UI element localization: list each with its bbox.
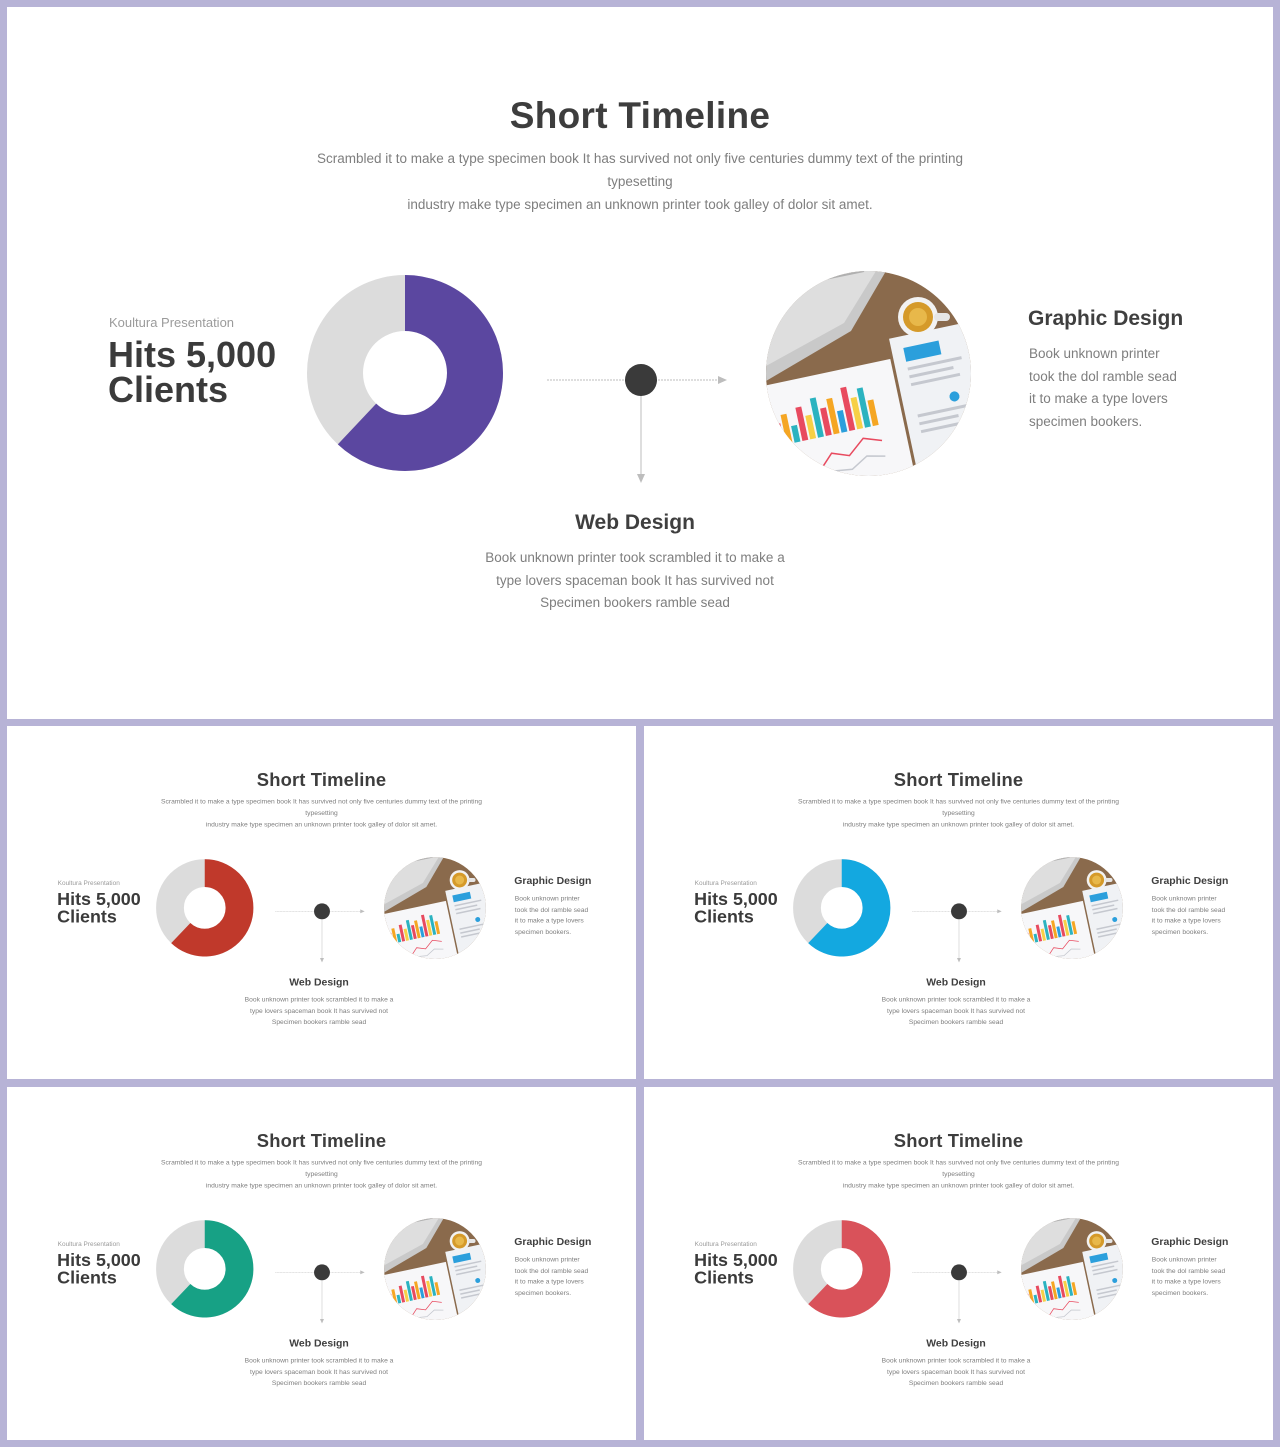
subtitle-line: industry make type specimen an unknown printer took galley of dolor sit amet.	[205, 820, 438, 828]
web-design-title: Web Design	[926, 976, 986, 988]
donut-chart	[307, 275, 503, 471]
slide-content	[7, 1087, 636, 1440]
slide-subtitle	[148, 1157, 496, 1191]
desk-photo-image	[1021, 1218, 1123, 1320]
hits-headline	[694, 1251, 778, 1286]
graphic-design-title: Graphic Design	[514, 1236, 592, 1248]
desk-photo-drawing	[384, 1218, 486, 1320]
donut-chart	[793, 859, 890, 956]
web-design-text: Book unknown printer took scrambled it to make a type lovers spaceman book It has survived not Specimen bookers ramble sead	[244, 1356, 394, 1387]
timeline-connector	[270, 1256, 364, 1326]
slide-teal	[7, 1087, 636, 1440]
web-design-text: Book unknown printer took scrambled it to make a type lovers spaceman book It has survived not Specimen bookers ramble sead	[244, 995, 394, 1026]
arrow-right-icon	[360, 909, 364, 913]
desk-photo-drawing	[1021, 1218, 1123, 1320]
slide-content	[7, 7, 1273, 719]
arrow-down-icon	[320, 958, 324, 962]
desk-photo-image	[384, 857, 486, 959]
arrow-right-icon	[360, 1270, 364, 1274]
hits-line: Clients	[694, 905, 754, 927]
dot-icon	[314, 903, 330, 919]
dot-icon	[314, 1264, 330, 1280]
timeline-connector	[907, 1256, 1001, 1326]
web-design-text: Book unknown printer took scrambled it to make a type lovers spaceman book It has survived not Specimen bookers ramble sead	[881, 995, 1031, 1026]
donut-chart	[793, 1220, 890, 1317]
slide-content	[7, 726, 636, 1079]
web-design-title: Web Design	[289, 976, 349, 988]
slide-content	[644, 726, 1273, 1079]
hits-headline	[57, 890, 141, 925]
desk-photo-image	[384, 1218, 486, 1320]
hits-line: Clients	[108, 369, 229, 410]
hits-headline	[57, 1251, 141, 1286]
desk-photo-drawing	[1021, 857, 1123, 959]
kicker-label: Koultura Presentation	[109, 315, 235, 330]
graphic-design-title: Graphic Design	[514, 875, 592, 887]
dot-icon	[951, 903, 967, 919]
timeline-connector	[537, 347, 727, 487]
subtitle-line: Scrambled it to make a type specimen book It has survived not only five centuries dummy text of the printing typesetting	[798, 797, 1119, 817]
kicker-label: Koultura Presentation	[57, 879, 120, 887]
web-design-text: Book unknown printer took scrambled it to make a type lovers spaceman book It has survived not Specimen bookers ramble sead	[485, 550, 785, 610]
hits-headline	[694, 890, 778, 925]
graphic-design-text: Book unknown printer took the dol ramble sead it to make a type lovers specimen bookers.	[1151, 1255, 1226, 1297]
arrow-right-icon	[997, 1270, 1001, 1274]
subtitle-line: industry make type specimen an unknown printer took galley of dolor sit amet.	[205, 1181, 438, 1189]
graphic-design-title: Graphic Design	[1151, 1236, 1229, 1248]
web-design-title: Web Design	[289, 1337, 349, 1349]
subtitle-line: Scrambled it to make a type specimen book It has survived not only five centuries dummy text of the printing typesetting	[316, 151, 964, 189]
hits-line: Clients	[57, 905, 117, 927]
desk-photo-drawing	[384, 857, 486, 959]
kicker-label: Koultura Presentation	[694, 1240, 757, 1248]
subtitle-line: industry make type specimen an unknown printer took galley of dolor sit amet.	[842, 1181, 1075, 1189]
subtitle-line: Scrambled it to make a type specimen book It has survived not only five centuries dummy text of the printing typesetting	[798, 1158, 1119, 1178]
slide-title: Short Timeline	[509, 95, 771, 136]
slide-purple	[7, 7, 1273, 719]
web-design-text: Book unknown printer took scrambled it to make a type lovers spaceman book It has survived not Specimen bookers ramble sead	[881, 1356, 1031, 1387]
slide-subtitle	[290, 147, 990, 216]
hits-line: Clients	[694, 1266, 754, 1288]
slide-title: Short Timeline	[893, 1130, 1024, 1152]
desk-photo-image	[1021, 857, 1123, 959]
slide-title: Short Timeline	[256, 769, 387, 791]
dot-icon	[625, 364, 657, 396]
hits-line: Hits 5,000	[694, 888, 778, 909]
subtitle-line: Scrambled it to make a type specimen book It has survived not only five centuries dummy text of the printing typesetting	[161, 1158, 482, 1178]
slide-title: Short Timeline	[256, 1130, 387, 1152]
web-design-title: Web Design	[575, 511, 695, 534]
dot-icon	[951, 1264, 967, 1280]
slide-coral	[644, 1087, 1273, 1440]
hits-line: Hits 5,000	[57, 888, 141, 909]
subtitle-line: Scrambled it to make a type specimen book It has survived not only five centuries dummy text of the printing typesetting	[161, 797, 482, 817]
graphic-design-text: Book unknown printer took the dol ramble sead it to make a type lovers specimen bookers.	[514, 1255, 589, 1297]
arrow-right-icon	[718, 376, 727, 384]
arrow-down-icon	[320, 1319, 324, 1323]
desk-photo-image	[766, 271, 971, 476]
kicker-label: Koultura Presentation	[694, 879, 757, 887]
graphic-design-text: Book unknown printer took the dol ramble sead it to make a type lovers specimen bookers.	[514, 894, 589, 936]
slide-subtitle	[785, 1157, 1133, 1191]
desk-photo-drawing	[766, 271, 971, 476]
graphic-design-text: Book unknown printer took the dol ramble sead it to make a type lovers specimen bookers.	[1029, 346, 1177, 429]
slide-subtitle	[148, 796, 496, 830]
slide-blue	[644, 726, 1273, 1079]
slide-subtitle	[785, 796, 1133, 830]
graphic-design-title: Graphic Design	[1028, 307, 1184, 330]
hits-line: Clients	[57, 1266, 117, 1288]
slide-red	[7, 726, 636, 1079]
donut-chart	[156, 1220, 253, 1317]
slide-content	[644, 1087, 1273, 1440]
arrow-down-icon	[957, 958, 961, 962]
timeline-connector	[270, 895, 364, 965]
graphic-design-text: Book unknown printer took the dol ramble sead it to make a type lovers specimen bookers.	[1151, 894, 1226, 936]
hits-line: Hits 5,000	[108, 334, 277, 375]
web-design-title: Web Design	[926, 1337, 986, 1349]
kicker-label: Koultura Presentation	[57, 1240, 120, 1248]
arrow-down-icon	[957, 1319, 961, 1323]
arrow-down-icon	[637, 474, 645, 483]
hits-headline	[108, 334, 277, 410]
graphic-design-title: Graphic Design	[1151, 875, 1229, 887]
hits-line: Hits 5,000	[694, 1249, 778, 1270]
subtitle-line: industry make type specimen an unknown printer took galley of dolor sit amet.	[842, 820, 1075, 828]
donut-chart	[156, 859, 253, 956]
subtitle-line: industry make type specimen an unknown printer took galley of dolor sit amet.	[407, 197, 873, 212]
slide-title: Short Timeline	[893, 769, 1024, 791]
timeline-connector	[907, 895, 1001, 965]
hits-line: Hits 5,000	[57, 1249, 141, 1270]
arrow-right-icon	[997, 909, 1001, 913]
